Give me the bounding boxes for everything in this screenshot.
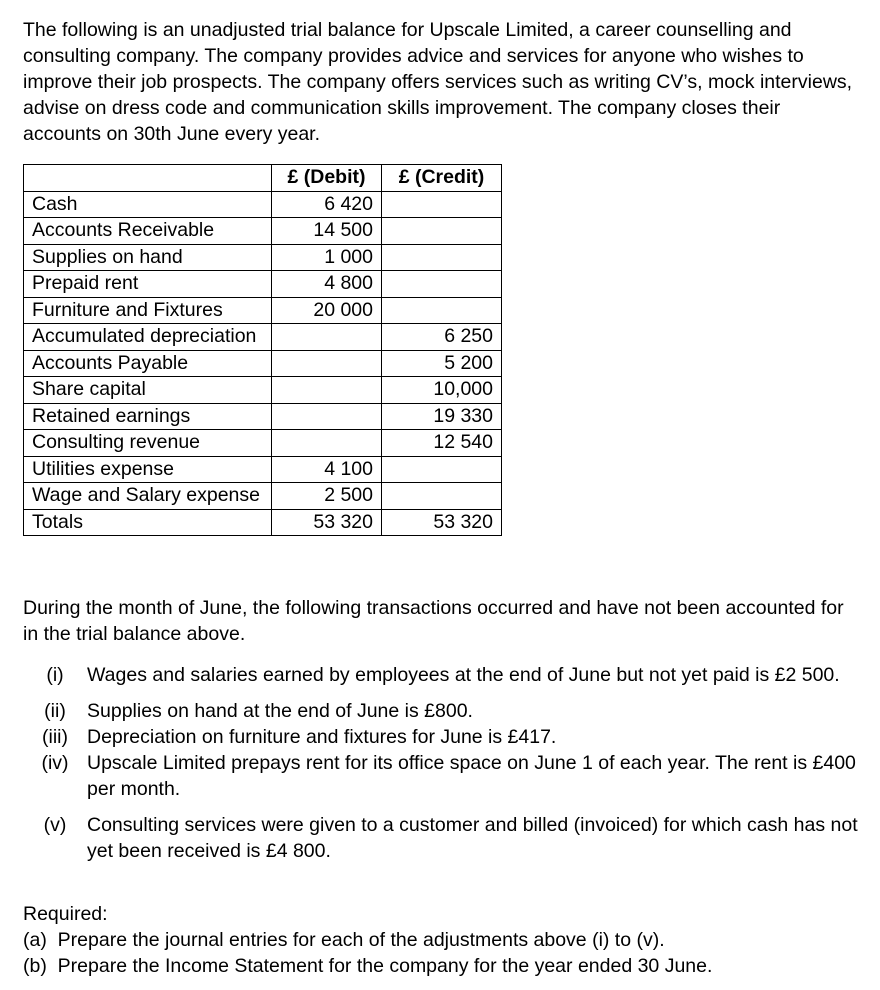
item-number: (ii) bbox=[44, 700, 66, 722]
item-text: Depreciation on furniture and fixtures for June is £417. bbox=[87, 726, 557, 748]
debit-value: 20 000 bbox=[272, 297, 382, 324]
list-item bbox=[23, 698, 863, 724]
table-row bbox=[24, 456, 502, 483]
table-row bbox=[24, 350, 502, 377]
account-name: Share capital bbox=[24, 377, 272, 404]
debit-value bbox=[272, 377, 382, 404]
list-item bbox=[23, 662, 863, 688]
account-name: Wage and Salary expense bbox=[24, 483, 272, 510]
item-text: Supplies on hand at the end of June is £800. bbox=[87, 700, 473, 722]
credit-value: 10,000 bbox=[382, 377, 502, 404]
item-number: (iv) bbox=[41, 752, 69, 774]
credit-value bbox=[382, 297, 502, 324]
table-row bbox=[24, 403, 502, 430]
credit-value: 5 200 bbox=[382, 350, 502, 377]
item-text: Wages and salaries earned by employees at the end of June but not yet paid is £2 500. bbox=[87, 664, 840, 686]
credit-value: 19 330 bbox=[382, 403, 502, 430]
debit-value: 2 500 bbox=[272, 483, 382, 510]
trial-balance-table bbox=[23, 164, 502, 536]
table-row bbox=[24, 430, 502, 457]
item-text: Upscale Limited prepays rent for its office space on June 1 of each year. The rent is £400 per month. bbox=[87, 752, 856, 800]
debit-value: 4 100 bbox=[272, 456, 382, 483]
credit-value bbox=[382, 191, 502, 218]
required-heading: Required: bbox=[23, 903, 108, 925]
table-row bbox=[24, 377, 502, 404]
account-name: Accounts Receivable bbox=[24, 218, 272, 245]
credit-value bbox=[382, 244, 502, 271]
totals-credit: 53 320 bbox=[382, 509, 502, 536]
item-number: (iii) bbox=[42, 726, 68, 748]
totals-row bbox=[24, 509, 502, 536]
account-name: Accounts Payable bbox=[24, 350, 272, 377]
credit-value: 12 540 bbox=[382, 430, 502, 457]
totals-debit: 53 320 bbox=[272, 509, 382, 536]
intro-paragraph: The following is an unadjusted trial balance for Upscale Limited, a career counselling and consulting company. The company provides advice and services for anyone who wishes to improve their job prospects. The company offers services such as writing CV’s, mock interviews, advise on dress code and communication skills improvement. The company closes their accounts on 30th June every year. bbox=[23, 19, 853, 145]
list-item bbox=[23, 812, 863, 864]
debit-value bbox=[272, 324, 382, 351]
totals-label: Totals bbox=[24, 509, 272, 536]
debit-value bbox=[272, 350, 382, 377]
debit-value: 14 500 bbox=[272, 218, 382, 245]
debit-value: 1 000 bbox=[272, 244, 382, 271]
credit-value bbox=[382, 456, 502, 483]
header-credit: £ (Credit) bbox=[382, 165, 502, 192]
debit-value bbox=[272, 430, 382, 457]
account-name: Cash bbox=[24, 191, 272, 218]
account-name: Accumulated depreciation bbox=[24, 324, 272, 351]
header-account bbox=[24, 165, 272, 192]
credit-value bbox=[382, 218, 502, 245]
table-row bbox=[24, 297, 502, 324]
list-item bbox=[23, 724, 863, 750]
item-number: (i) bbox=[46, 664, 64, 686]
account-name: Prepaid rent bbox=[24, 271, 272, 298]
account-name: Utilities expense bbox=[24, 456, 272, 483]
required-item-a: (a) Prepare the journal entries for each of the adjustments above (i) to (v). bbox=[23, 929, 665, 951]
credit-value bbox=[382, 483, 502, 510]
table-row bbox=[24, 244, 502, 271]
account-name: Furniture and Fixtures bbox=[24, 297, 272, 324]
header-debit: £ (Debit) bbox=[272, 165, 382, 192]
required-item-b: (b) Prepare the Income Statement for the company for the year ended 30 June. bbox=[23, 955, 713, 977]
table-row bbox=[24, 191, 502, 218]
item-text: Consulting services were given to a customer and billed (invoiced) for which cash has not yet been received is £4 800. bbox=[87, 814, 858, 862]
debit-value: 6 420 bbox=[272, 191, 382, 218]
account-name: Consulting revenue bbox=[24, 430, 272, 457]
transactions-list bbox=[23, 662, 863, 864]
required-section bbox=[23, 901, 863, 979]
account-name: Supplies on hand bbox=[24, 244, 272, 271]
transactions-intro: During the month of June, the following transactions occurred and have not been accounted for in the trial balance above. bbox=[23, 597, 844, 645]
table-row bbox=[24, 483, 502, 510]
table-row bbox=[24, 218, 502, 245]
table-row bbox=[24, 324, 502, 351]
account-name: Retained earnings bbox=[24, 403, 272, 430]
debit-value: 4 800 bbox=[272, 271, 382, 298]
credit-value: 6 250 bbox=[382, 324, 502, 351]
table-row bbox=[24, 271, 502, 298]
debit-value bbox=[272, 403, 382, 430]
table-header-row bbox=[24, 165, 502, 192]
list-item bbox=[23, 750, 863, 802]
credit-value bbox=[382, 271, 502, 298]
item-number: (v) bbox=[43, 814, 67, 836]
